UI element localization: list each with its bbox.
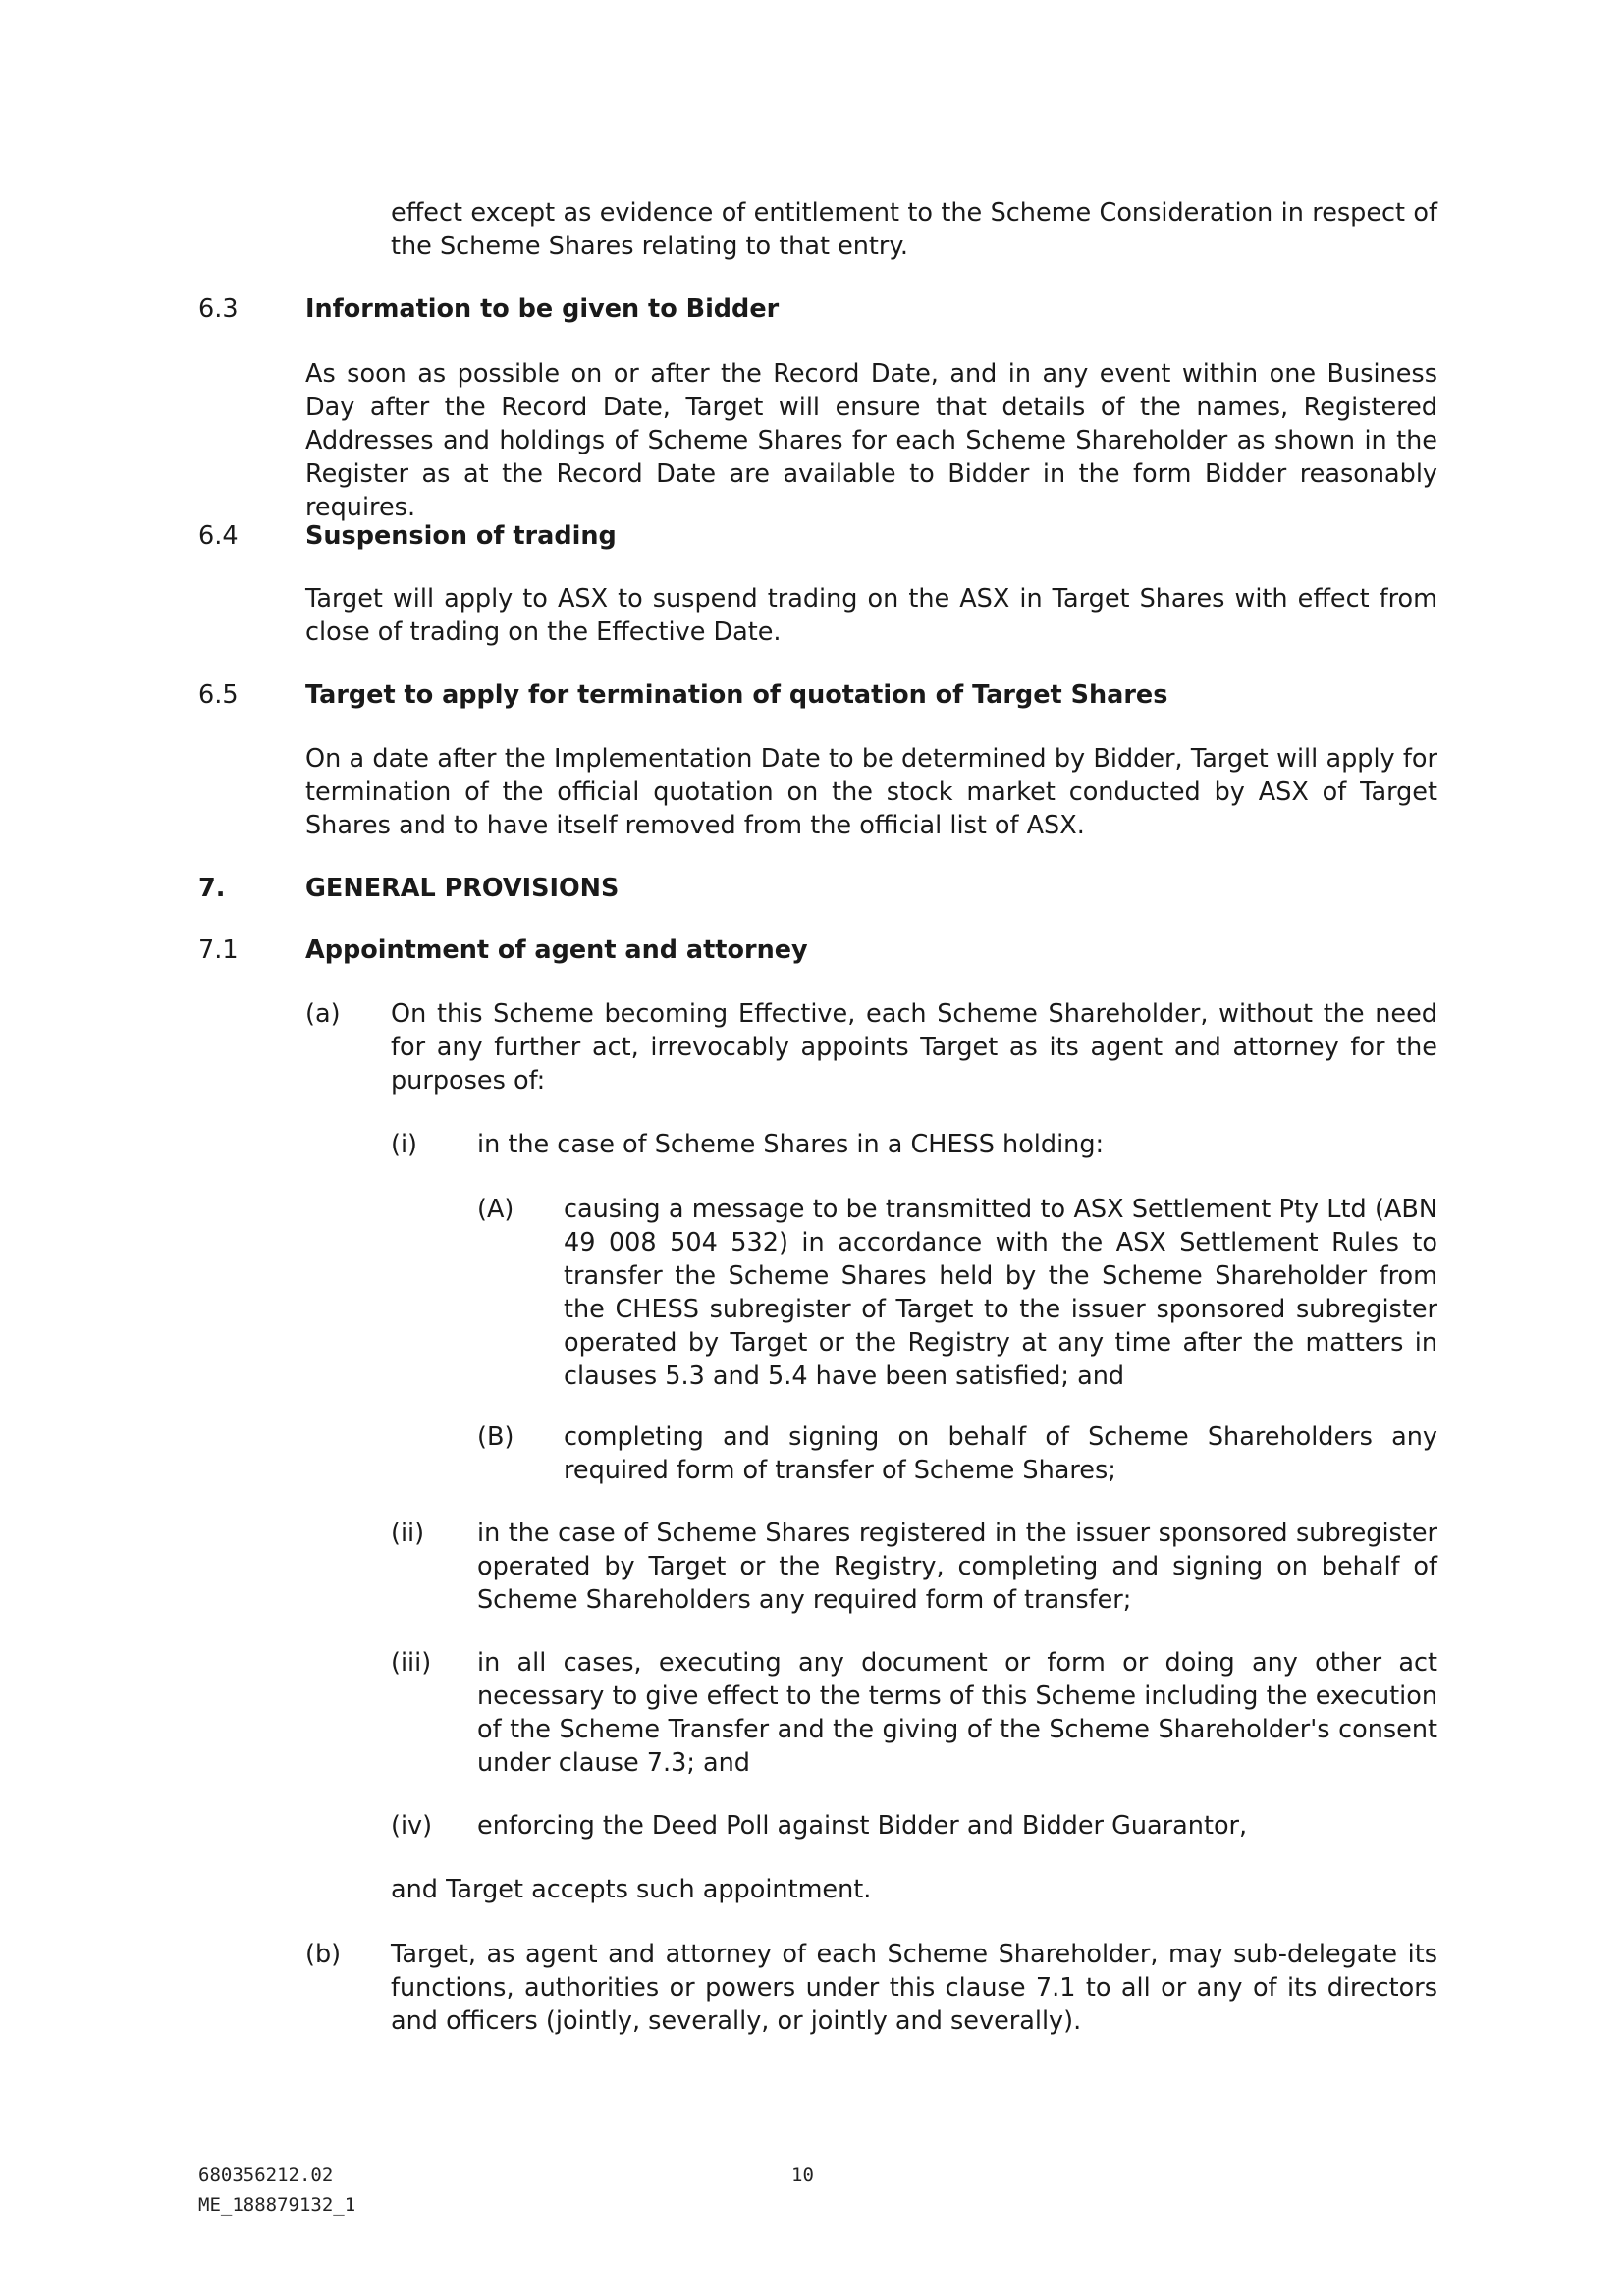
footer-ref: ME_188879132_1 — [198, 2194, 356, 2216]
item-b-label: (b) — [305, 1940, 342, 1969]
clause-6-4-number: 6.4 — [198, 521, 239, 551]
clause-7-heading: GENERAL PROVISIONS — [305, 874, 620, 903]
item-iv-text: enforcing the Deed Poll against Bidder and Bidder Guarantor, — [477, 1811, 1248, 1841]
item-i-text: in the case of Scheme Shares in a CHESS holding: — [477, 1130, 1105, 1159]
clause-6-3-body: As soon as possible on or after the Record Date, and in any event within one Business Day after the Record Date, Target will ensure that details of the names, Registered Addresses and holdings of Scheme Shares for each Scheme Shareholder as shown in the Register as at the Record Date are available to Bidder in the form Bidder reasonably requires. — [305, 359, 1437, 522]
clause-6-5-heading: Target to apply for termination of quotation of Target Shares — [305, 680, 1168, 710]
clause-7-1-number: 7.1 — [198, 935, 239, 965]
item-iv-label: (iv) — [391, 1811, 433, 1841]
item-ii-label: (ii) — [391, 1519, 425, 1548]
appointment-acceptance: and Target accepts such appointment. — [391, 1875, 872, 1904]
clause-6-3-heading: Information to be given to Bidder — [305, 294, 780, 324]
item-A-label: (A) — [477, 1195, 514, 1224]
item-B-text: completing and signing on behalf of Scheme Shareholders any required form of transfer of Scheme Shares; — [564, 1422, 1437, 1485]
clause-6-3-number: 6.3 — [198, 294, 239, 324]
item-A-text: causing a message to be transmitted to ASX Settlement Pty Ltd (ABN 49 008 504 532) in accordance with the ASX Settlement Rules to transfer the Scheme Shares held by the Scheme Shareholder from the CHESS subregister of Target to the issuer sponsored subregister operated by Target or the Registry at any time after the matters in clauses 5.3 and 5.4 have been satisfied; and — [564, 1195, 1437, 1391]
item-ii-text: in the case of Scheme Shares registered in the issuer sponsored subregister operated by Target or the Registry, completing and signing on behalf of Scheme Shareholders any required form of transfer; — [477, 1519, 1437, 1615]
clause-6-5-number: 6.5 — [198, 680, 239, 710]
continuation-paragraph: effect except as evidence of entitlement to the Scheme Consideration in respect of the Scheme Shares relating to that entry. — [391, 198, 1437, 261]
item-a-label: (a) — [305, 999, 341, 1029]
item-iii-label: (iii) — [391, 1648, 432, 1678]
clause-6-4-heading: Suspension of trading — [305, 521, 617, 551]
footer-doc-id: 680356212.02 — [198, 2164, 334, 2186]
clause-6-4-body: Target will apply to ASX to suspend trading on the ASX in Target Shares with effect from close of trading on the Effective Date. — [305, 584, 1437, 647]
item-b-text: Target, as agent and attorney of each Scheme Shareholder, may sub-delegate its functions, authorities or powers under this clause 7.1 to all or any of its directors and officers (jointly, severally, or jointly and severally). — [391, 1940, 1437, 2036]
item-iii-text: in all cases, executing any document or form or doing any other act necessary to give effect to the terms of this Scheme including the execution of the Scheme Transfer and the giving of the Scheme Shareholder's consent under clause 7.3; and — [477, 1648, 1437, 1778]
clause-6-5-body: On a date after the Implementation Date to be determined by Bidder, Target will apply for termination of the official quotation on the stock market conducted by ASX of Target Shares and to have itself removed from the official list of ASX. — [305, 744, 1437, 840]
page-number: 10 — [791, 2164, 814, 2186]
clause-7-1-heading: Appointment of agent and attorney — [305, 935, 808, 965]
clause-7-number: 7. — [198, 874, 226, 903]
item-a-text: On this Scheme becoming Effective, each Scheme Shareholder, without the need for any further act, irrevocably appoints Target as its agent and attorney for the purposes of: — [391, 999, 1437, 1095]
item-B-label: (B) — [477, 1422, 514, 1452]
item-i-label: (i) — [391, 1130, 417, 1159]
